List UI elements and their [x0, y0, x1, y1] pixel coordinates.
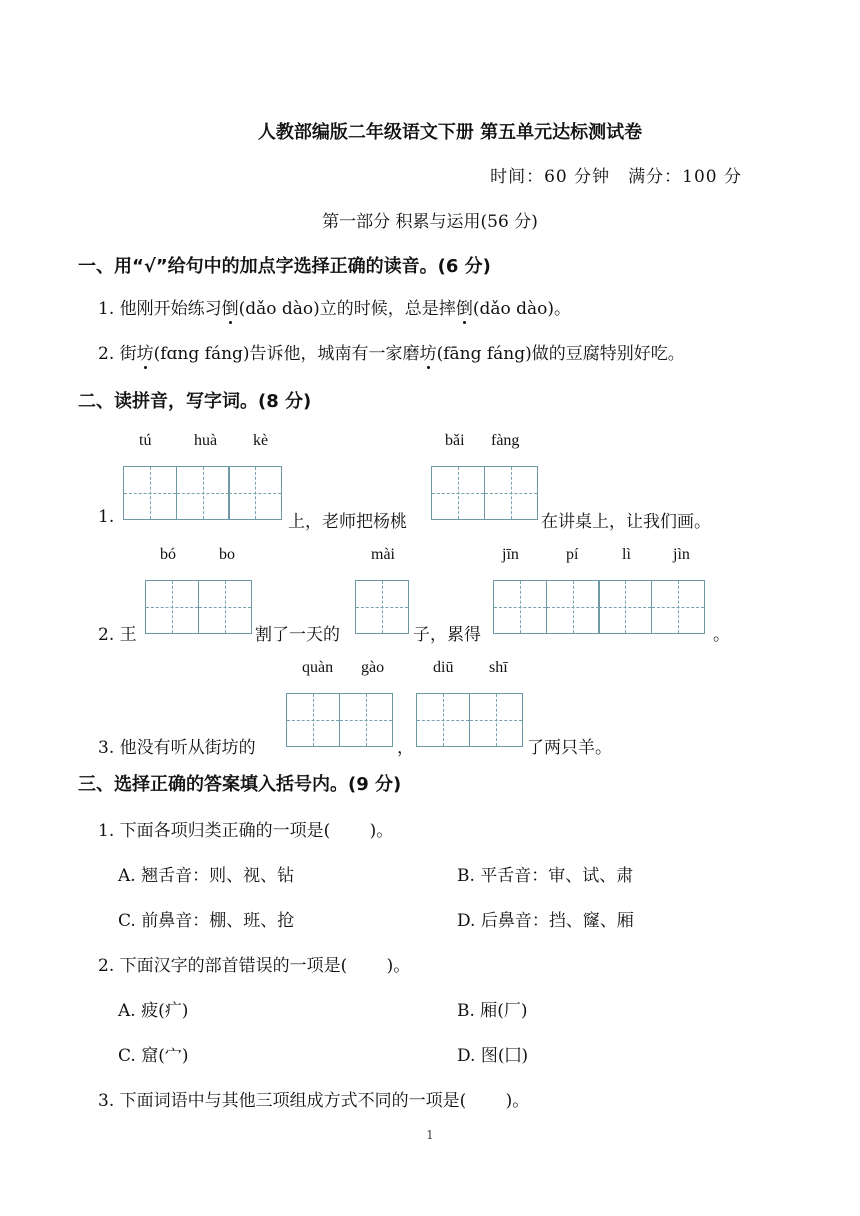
pinyin: mài	[371, 546, 395, 563]
s2-line-1-text: 上，老师把杨桃	[288, 512, 407, 532]
pinyin: pí	[566, 546, 579, 563]
pinyin: bǎi	[445, 432, 465, 449]
section-1-heading: 一、用“√”给句中的加点字选择正确的读音。(6 分)	[78, 256, 491, 277]
pinyin: bó	[160, 546, 176, 563]
s2-line-2-num: 2. 王	[98, 625, 137, 645]
s1-question-1: 1. 他刚开始练习倒(dǎo dào)立的时候，总是摔倒(dǎo dào)。	[98, 294, 571, 319]
pinyin: tú	[139, 432, 152, 449]
option-d: D. 后鼻音：挡、窿、厢	[457, 911, 634, 931]
exam-meta: 时间：60 分钟 满分：100 分	[490, 167, 742, 187]
dotted-char: 倒	[222, 294, 239, 319]
option-c: C. 前鼻音：棚、班、抢	[118, 911, 295, 931]
pinyin: kè	[253, 432, 269, 449]
pinyin: gào	[361, 659, 385, 676]
option-a: A. 翘舌音：则、视、钻	[118, 866, 295, 886]
option-b: B. 平舌音：审、试、肃	[457, 866, 634, 886]
s2-line-3-text: 了两只羊。	[527, 738, 612, 758]
s2-line-1-text: 在讲桌上，让我们画。	[541, 512, 711, 532]
writing-grid[interactable]	[416, 693, 521, 747]
dotted-char: 坊	[420, 339, 437, 364]
option-c: C. 窟(宀)	[118, 1046, 189, 1066]
writing-grid[interactable]	[123, 466, 281, 520]
dotted-char: 坊	[137, 339, 154, 364]
writing-grid[interactable]	[145, 580, 250, 634]
s2-line-2-text: 割了一天的	[255, 625, 340, 645]
s3-question-1: 1. 下面各项归类正确的一项是( )。	[98, 821, 394, 841]
pinyin: huà	[194, 432, 218, 449]
s2-line-3-num: 3. 他没有听从街坊的	[98, 738, 256, 758]
dotted-char: 倒	[456, 294, 473, 319]
writing-grid[interactable]	[431, 466, 536, 520]
writing-grid[interactable]	[493, 580, 703, 634]
pinyin: diū	[433, 659, 454, 676]
pinyin: jìn	[673, 546, 690, 563]
s2-line-1-num: 1.	[98, 507, 115, 527]
pinyin: bo	[219, 546, 235, 563]
s2-line-2-text: 。	[713, 625, 730, 645]
pinyin: fàng	[491, 432, 520, 449]
pinyin: jīn	[502, 546, 519, 563]
option-a: A. 疲(疒)	[118, 1001, 189, 1021]
writing-grid[interactable]	[355, 580, 408, 634]
s1-question-2: 2. 街坊(fɑng fáng)告诉他，城南有一家磨坊(fāng fáng)做的豆腐特别好吃。	[98, 339, 685, 364]
section-3-heading: 三、选择正确的答案填入括号内。(9 分)	[78, 774, 402, 795]
pinyin: quàn	[302, 659, 334, 676]
pinyin: lì	[622, 546, 631, 563]
option-d: D. 图(囗)	[457, 1046, 529, 1066]
s2-line-2-text: 子，累得	[413, 625, 481, 645]
pinyin: shī	[489, 659, 508, 676]
s2-line-3-text: ，	[397, 738, 414, 758]
page-number: 1	[426, 1128, 434, 1142]
s3-question-3: 3. 下面词语中与其他三项组成方式不同的一项是( )。	[98, 1091, 530, 1111]
page-title: 人教部编版二年级语文下册 第五单元达标测试卷	[257, 122, 643, 143]
s3-question-2: 2. 下面汉字的部首错误的一项是( )。	[98, 956, 411, 976]
option-b: B. 厢(厂)	[457, 1001, 528, 1021]
section-2-heading: 二、读拼音，写字词。(8 分)	[78, 391, 312, 412]
writing-grid[interactable]	[286, 693, 391, 747]
part-heading: 第一部分 积累与运用(56 分)	[322, 212, 538, 232]
